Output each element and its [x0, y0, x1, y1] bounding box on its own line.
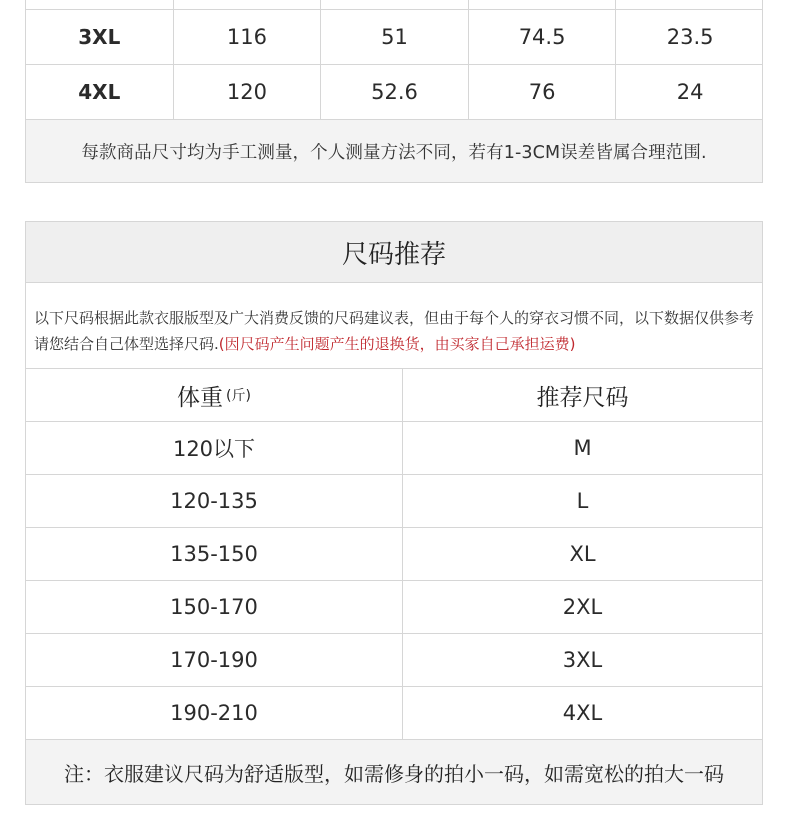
table-row [26, 65, 762, 120]
table-header-row [26, 369, 762, 422]
table-row-cut [26, 0, 762, 10]
size-cell: 3XL [562, 648, 603, 672]
weight-cell: 170-190 [26, 634, 403, 686]
measure-cell: 120 [174, 65, 322, 119]
table-row [26, 10, 762, 65]
measure-cell: 74.5 [469, 10, 617, 64]
measurement-note: 每款商品尺寸均为手工测量，个人测量方法不同，若有1-3CM误差皆属合理范围. [26, 120, 762, 182]
size-chart-table [25, 0, 763, 183]
measure-cell: 24 [676, 80, 704, 104]
measure-cell: 52.6 [321, 65, 469, 119]
size-cell: 4XL [562, 701, 603, 725]
size-recommendation-table [25, 221, 763, 805]
size-cell: XL [569, 542, 596, 566]
weight-cell: 150-170 [26, 581, 403, 633]
return-warning: (因尺码产生问题产生的退换货，由买家自己承担运费) [218, 335, 576, 353]
size-cell: M [573, 436, 592, 460]
weight-cell: 120-135 [26, 475, 403, 527]
weight-cell: 135-150 [26, 528, 403, 580]
measure-cell: 23.5 [666, 25, 714, 49]
table-row [26, 687, 762, 740]
measure-cell: 116 [174, 10, 322, 64]
recommendation-description [26, 283, 762, 369]
measure-cell: 76 [469, 65, 617, 119]
fit-note: 注：衣服建议尺码为舒适版型，如需修身的拍小一码，如需宽松的拍大一码 [26, 740, 762, 804]
size-header: 推荐尺码 [536, 384, 629, 411]
measure-cell: 51 [321, 10, 469, 64]
table-row [26, 422, 762, 475]
table-row [26, 528, 762, 581]
size-cell: 4XL [26, 65, 174, 119]
weight-header [26, 369, 403, 421]
table-row [26, 581, 762, 634]
weight-cell: 120以下 [26, 422, 403, 474]
size-cell: 2XL [562, 595, 603, 619]
size-cell: 3XL [26, 10, 174, 64]
table-row [26, 634, 762, 687]
section-title: 尺码推荐 [26, 222, 762, 283]
weight-cell: 190-210 [26, 687, 403, 739]
description-text: 以下尺码根据此款衣服版型及广大消费反馈的尺码建议表，但由于每个人的穿衣习惯不同，以下数据仅供参考请您结合自己体型选择尺码. [34, 309, 755, 353]
size-cell: L [576, 489, 589, 513]
weight-header-label: 体重 [177, 384, 224, 411]
weight-unit: (斤) [226, 388, 251, 404]
table-row [26, 475, 762, 528]
